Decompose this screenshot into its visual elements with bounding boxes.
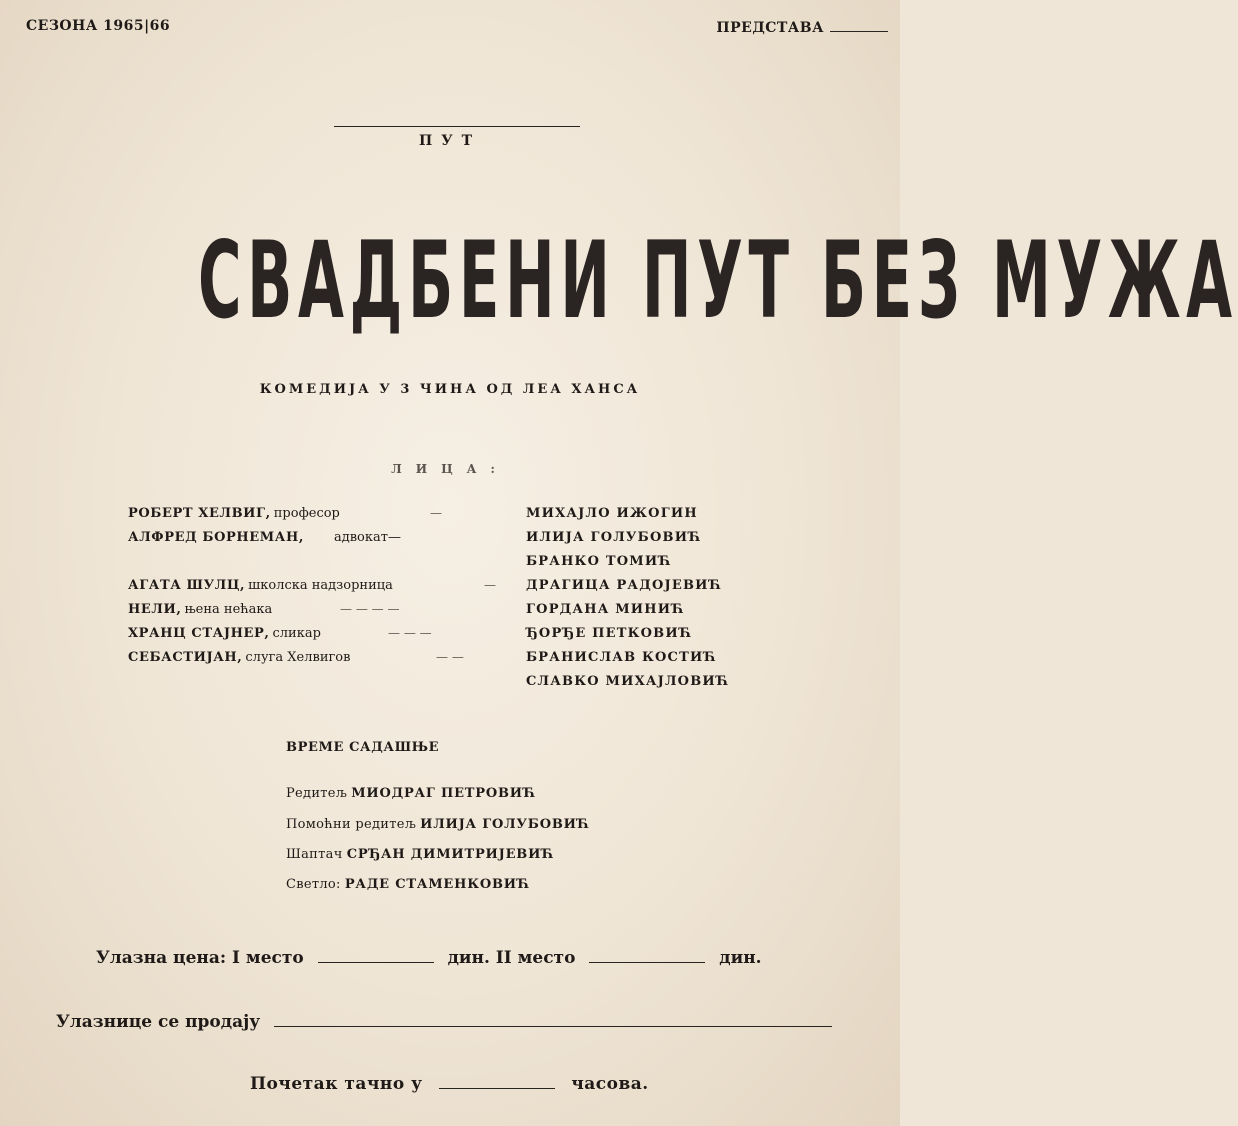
role [128, 674, 131, 689]
role-description: адвокат— [333, 530, 401, 545]
performance-blank-line [830, 31, 888, 32]
price-unit-1: дин. II место [447, 948, 576, 968]
role-name: ХРАНЦ СТАЈНЕР, [128, 626, 270, 641]
actor-name: СЛАВКО МИХАЈЛОВИЋ [526, 674, 730, 689]
actor-name: ИЛИЈА ГОЛУБОВИЋ [526, 530, 702, 545]
credit-prompter [286, 847, 554, 862]
ticket-sale-line [56, 1012, 832, 1032]
tickets-label: Улазнице се продају [56, 1012, 261, 1032]
credit-lighting [286, 877, 530, 892]
cast-row [0, 626, 900, 650]
start-label: Почетак тачно у [250, 1074, 423, 1094]
ticket-price-line [96, 948, 762, 968]
actor-name: ЂОРЂЕ ПЕТКОВИЋ [526, 626, 693, 641]
cast-row [0, 530, 900, 554]
start-time-line [250, 1074, 649, 1094]
dash-leader: — — [436, 650, 464, 664]
season-label: СЕЗОНА 1965|66 [26, 18, 171, 34]
credit-name: РАДЕ СТАМЕНКОВИЋ [344, 877, 531, 892]
role [128, 626, 321, 641]
actor-name: ГОРДАНА МИНИЋ [526, 602, 685, 617]
credit-label: Светло: [286, 877, 341, 892]
role-name: СЕБАСТИЈАН, [128, 650, 243, 665]
dash-leader: — — — [388, 626, 432, 640]
credit-label: Помоћни редитељ [286, 817, 416, 832]
role [128, 506, 340, 521]
cast-row [0, 602, 900, 626]
tickets-blank [274, 1026, 832, 1027]
role-description: њена нећака [184, 602, 273, 617]
role [128, 578, 393, 593]
role [128, 602, 272, 617]
play-title: СВАДБЕНИ ПУТ БЕЗ МУЖА [198, 219, 1238, 342]
play-subtitle: КОМЕДИЈА У 3 ЧИНА ОД ЛЕА ХАНСА [259, 382, 641, 397]
role-description: слуга Хелвигов [245, 650, 351, 665]
dash-leader: — [484, 578, 496, 592]
role-description: професор [273, 506, 340, 521]
setting-label: ВРЕМЕ САДАШЊЕ [286, 740, 440, 755]
performance-label-text: ПРЕДСТАВА [716, 20, 824, 36]
role [128, 650, 350, 665]
cast-row [0, 674, 900, 698]
price-unit-2: дин. [719, 948, 762, 968]
cast-row [0, 506, 900, 530]
cast-row [0, 578, 900, 602]
price-blank-1 [318, 962, 434, 963]
poster-kicker: ПУТ [419, 133, 481, 149]
actor-name: МИХАЈЛО ИЖОГИН [526, 506, 698, 521]
credit-assistant-director [286, 817, 590, 832]
start-unit: часова. [571, 1074, 649, 1094]
actor-name: БРАНКО ТОМИЋ [526, 554, 673, 569]
start-blank [439, 1088, 555, 1089]
credit-label: Шаптач [286, 847, 343, 862]
price-label: Улазна цена: I место [96, 948, 304, 968]
cast-row [0, 554, 900, 578]
role [128, 530, 401, 545]
top-divider [334, 126, 580, 127]
role-name: АЛФРЕД БОРНЕМАН, [128, 530, 304, 545]
credit-label: Редитељ [286, 786, 348, 801]
credit-name: СРЂАН ДИМИТРИЈЕВИЋ [346, 847, 555, 862]
cast-row [0, 650, 900, 674]
dash-leader: — — — — [340, 602, 400, 616]
role-name: РОБЕРТ ХЕЛВИГ, [128, 506, 271, 521]
actor-name: БРАНИСЛАВ КОСТИЋ [526, 650, 718, 665]
role-name: НЕЛИ, [128, 602, 182, 617]
role-description: сликар [272, 626, 321, 641]
credit-name: МИОДРАГ ПЕТРОВИЋ [351, 786, 537, 801]
role [128, 554, 131, 569]
actor-name: ДРАГИЦА РАДОЈЕВИЋ [526, 578, 723, 593]
credit-director [286, 786, 536, 801]
credit-name: ИЛИЈА ГОЛУБОВИЋ [420, 817, 591, 832]
role-name: АГАТА ШУЛЦ, [128, 578, 246, 593]
cast-heading: ЛИЦА: [391, 462, 509, 476]
performance-label [716, 20, 888, 36]
role-description: школска надзорница [248, 578, 393, 593]
price-blank-2 [589, 962, 705, 963]
dash-leader: — [430, 506, 442, 520]
